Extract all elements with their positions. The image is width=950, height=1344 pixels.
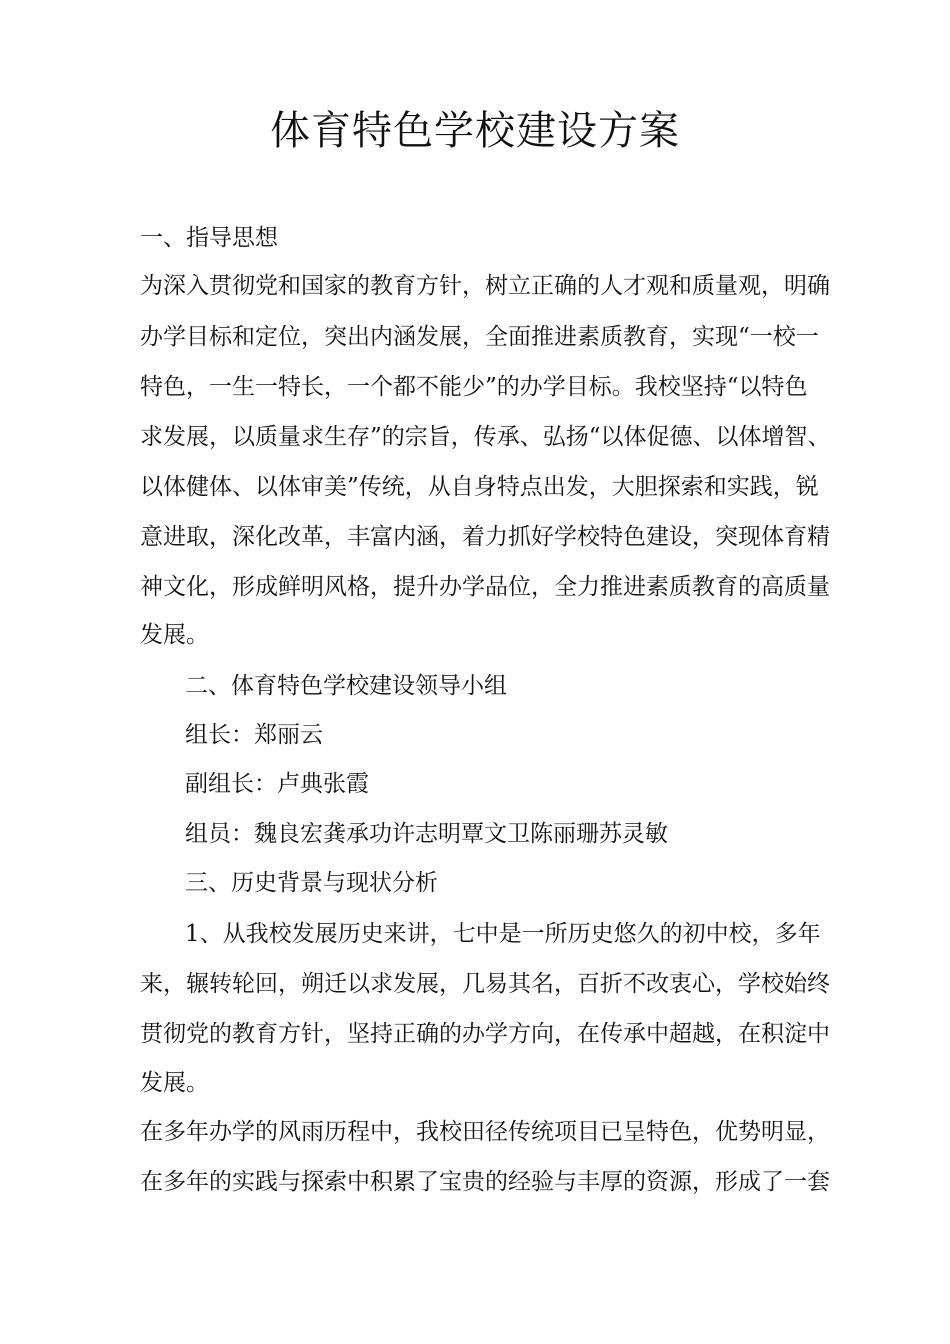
paragraph-line: 意进取，深化改革，丰富内涵，着力抓好学校特色建设，突现体育精 <box>140 524 830 550</box>
paragraph-line: 以体健体、以体审美”传统，从自身特点出发，大胆探索和实践，锐 <box>140 474 819 500</box>
section-heading-guiding-ideology: 一、指导思想 <box>140 225 278 251</box>
paragraph-line: 办学目标和定位，突出内涵发展，全面推进素质教育，实现“一校一 <box>140 324 819 350</box>
section-heading-history-analysis: 三、历史背景与现状分析 <box>185 870 438 896</box>
paragraph-line: 特色，一生一特长，一个都不能少”的办学目标。我校坚持“以特色 <box>140 374 808 400</box>
paragraph-line: 在多年的实践与探索中积累了宝贵的经验与丰厚的资源，形成了一套 <box>140 1169 830 1195</box>
group-leader: 组长：郑丽云 <box>185 722 323 748</box>
paragraph-line: 1、从我校发展历史来讲，七中是一所历史悠久的初中校，多年 <box>185 921 821 947</box>
paragraph-line: 来，辗转轮回，朔迁以求发展，几易其名，百折不改衷心，学校始终 <box>140 971 830 997</box>
group-members: 组员：魏良宏龚承功许志明覃文卫陈丽珊苏灵敏 <box>185 821 668 847</box>
document-title: 体育特色学校建设方案 <box>270 108 680 154</box>
paragraph-line: 发展。 <box>140 1070 209 1096</box>
paragraph-line: 发展。 <box>140 622 209 648</box>
group-vice-leader: 副组长：卢典张霞 <box>185 771 369 797</box>
paragraph-line: 求发展，以质量求生存”的宗旨，传承、弘扬“以体促德、以体增智、 <box>140 424 831 450</box>
section-heading-leadership-group: 二、体育特色学校建设领导小组 <box>185 673 507 699</box>
paragraph-line: 贯彻党的教育方针，坚持正确的办学方向，在传承中超越，在积淀中 <box>140 1021 830 1047</box>
paragraph-line: 在多年办学的风雨历程中，我校田径传统项目已呈特色，优势明显， <box>140 1119 830 1145</box>
paragraph-line: 为深入贯彻党和国家的教育方针，树立正确的人才观和质量观，明确 <box>140 273 830 299</box>
paragraph-line: 神文化，形成鲜明风格，提升办学品位，全力推进素质教育的高质量 <box>140 574 830 600</box>
